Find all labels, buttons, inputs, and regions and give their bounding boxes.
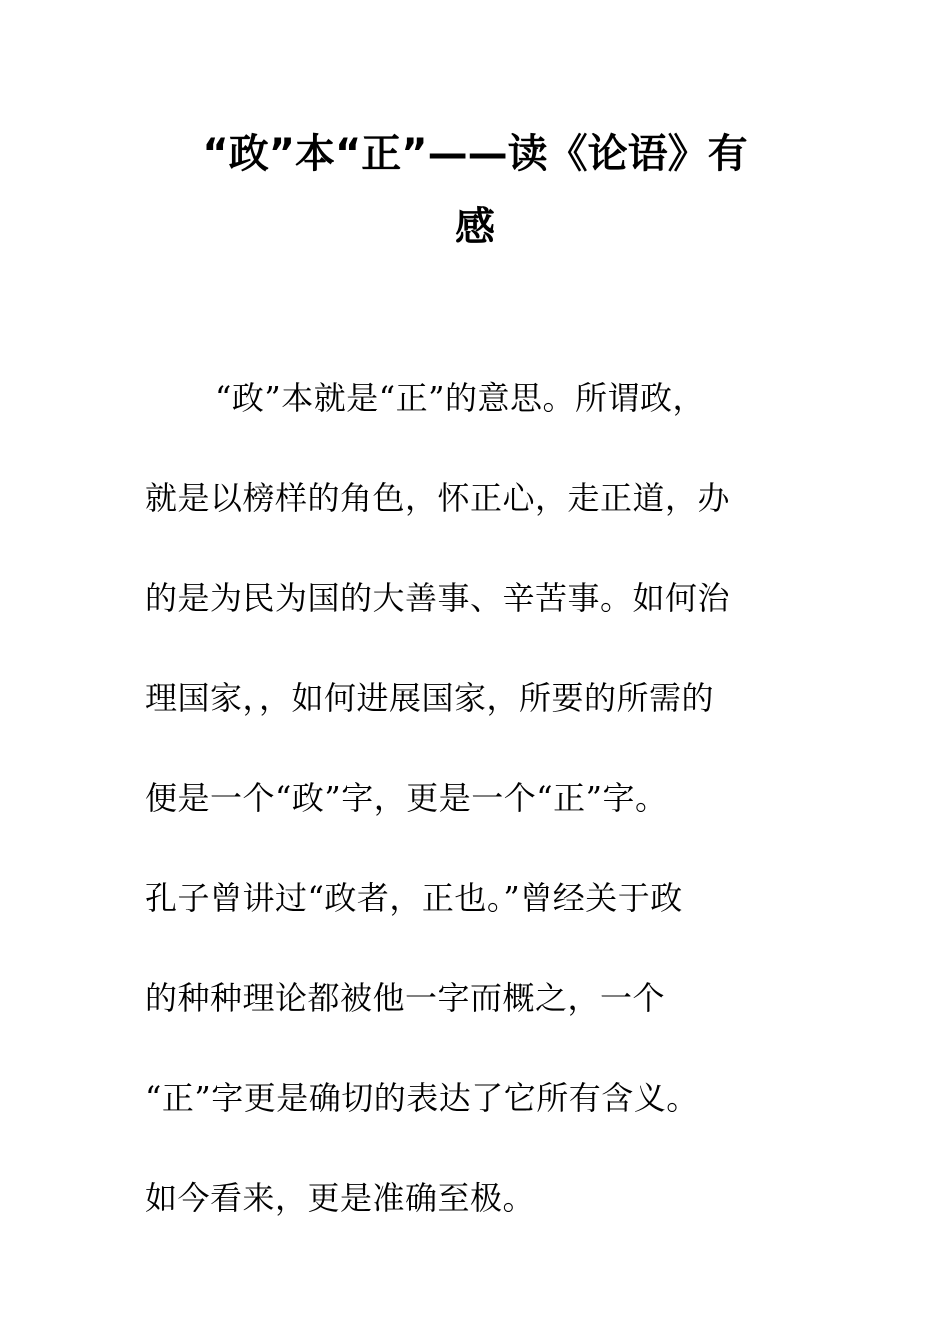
paragraph-line-5: 便是一个“政”字，更是一个“正”字。 [145, 779, 668, 817]
paragraph-line-3: 的是为民为国的大善事、辛苦事。如何治 [145, 579, 731, 617]
paragraph-line-2: 就是以榜样的角色，怀正心，走正道，办 [145, 479, 731, 517]
paragraph-line-7: 的种种理论都被他一字而概之，一个 [145, 979, 666, 1017]
paragraph-line-8: “正”字更是确切的表达了它所有含义。 [145, 1079, 699, 1117]
paragraph-line-6: 孔子曾讲过“政者，正也。”曾经关于政 [145, 879, 683, 917]
paragraph-line-4: 理国家，，如何进展国家，所要的所需的 [145, 679, 715, 717]
paragraph-line-1: “政”本就是“正”的意思。所谓政， [215, 379, 705, 417]
document-title-line-1: “政”本“正”——读《论语》有 [202, 131, 748, 177]
paragraph-line-9: 如今看来，更是准确至极。 [145, 1179, 536, 1217]
document-title-line-2: 感 [455, 204, 495, 250]
